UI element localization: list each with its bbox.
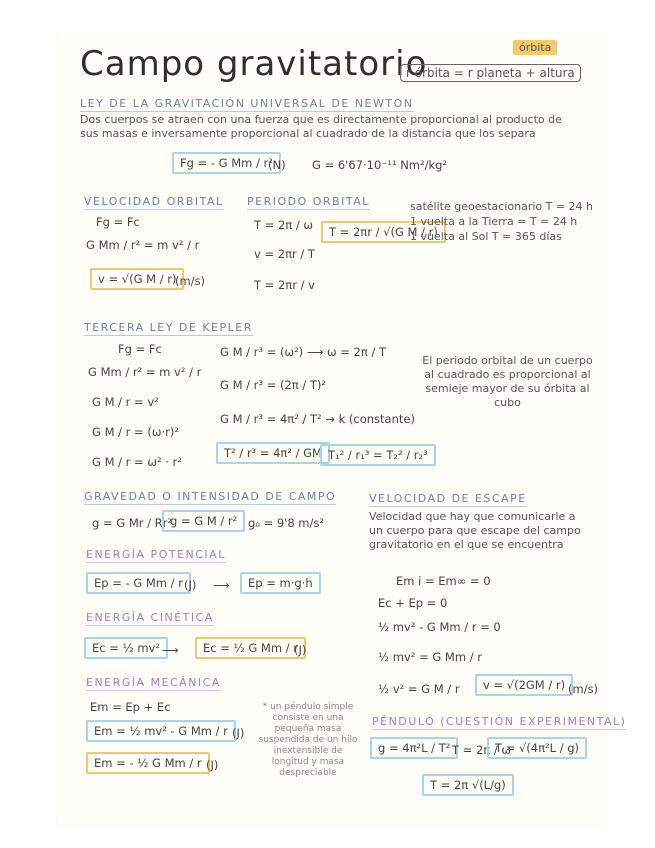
kepler-left-4: G M / r = (ω·r)² [92, 425, 179, 439]
potential-energy-formula: Ep = - G Mm / r [86, 572, 191, 594]
escape-line-4: ½ mv² = G Mm / r [378, 650, 482, 664]
gravity-formula-2: g = G M / r² [162, 510, 245, 532]
escape-line-2: Ec + Ep = 0 [378, 596, 448, 610]
arrow-icon: ⟶ [162, 643, 179, 657]
mechanical-energy-sum: Em = Ep + Ec [90, 700, 171, 714]
gravity-heading: GRAVEDAD O INTENSIDAD DE CAMPO [84, 490, 337, 503]
arrow-icon: ⟶ [213, 578, 230, 592]
potential-energy-mgh: Ep = m·g·h [240, 572, 321, 594]
period-line-2: v = 2πr / T [254, 247, 315, 261]
orbital-line-2: G Mm / r² = m v² / r [86, 238, 200, 252]
orbital-period-heading: PERIODO ORBITAL [247, 195, 370, 208]
kepler-heading: TERCERA LEY DE KEPLER [84, 321, 253, 334]
mechanical-energy-orbit-formula: Em = - ½ G Mm / r [86, 752, 210, 774]
kepler-mid-3: G M / r³ = 4π² / T² → k (constante) [220, 412, 415, 426]
escape-velocity-unit: (m/s) [568, 682, 599, 696]
escape-velocity-formula: v = √(2GM / r) [475, 674, 573, 696]
kepler-boxed-2: T₁² / r₁³ = T₂² / r₂³ [320, 444, 436, 466]
newton-heading: LEY DE LA GRAVITACIÓN UNIVERSAL DE NEWTON [80, 97, 414, 110]
pendulum-period-formula: T = √(4π²L / g) [487, 737, 587, 759]
orbital-velocity-heading: VELOCIDAD ORBITAL [84, 195, 224, 208]
pendulum-note: * un péndulo simple consiste en una pequeña masa suspendida de un hilo inextensible de longitud y masa despreciable [258, 702, 358, 778]
potential-energy-unit: (J) [184, 578, 197, 592]
period-line-3: T = 2πr / v [254, 278, 315, 292]
satellite-line-2: 1 vuelta a la Tierra = T = 24 h [410, 215, 578, 228]
kepler-left-5: G M / r = ω² · r² [92, 455, 182, 469]
escape-line-3: ½ mv² - G Mm / r = 0 [378, 620, 501, 634]
satellite-line-3: 1 vuelta al Sol T = 365 días [410, 230, 562, 243]
escape-line-5: ½ v² = G M / r [378, 682, 460, 696]
g-constant: G = 6'67·10⁻¹¹ Nm²/kg² [312, 158, 448, 172]
page-title: Campo gravitatorio [80, 44, 428, 84]
kepler-mid-2: G M / r³ = (2π / T)² [220, 378, 326, 392]
kepler-left-3: G M / r = v² [92, 395, 159, 409]
potential-energy-heading: ENERGÍA POTENCIAL [86, 548, 226, 561]
kinetic-energy-formula: Ec = ½ mv² [84, 637, 168, 659]
orbit-tag: órbita [513, 40, 557, 55]
kepler-boxed-1: T² / r³ = 4π² / GM [216, 442, 330, 464]
escape-line-1: Em i = Em∞ = 0 [396, 574, 491, 588]
pendulum-heading: PÉNDULO (CUESTIÓN EXPERIMENTAL) [372, 715, 627, 728]
mechanical-energy-heading: ENERGÍA MECÁNICA [86, 676, 221, 689]
newton-formula: Fg = - G Mm / r² [172, 152, 281, 174]
satellite-line-1: satélite geoestacionario T = 24 h [410, 200, 594, 213]
orbital-period-formula: T = 2πr / √(G M / r) [321, 221, 446, 243]
escape-text: Velocidad que hay que comunicarle a un cuerpo para que escape del campo gravitatorio en el que se encuentra [369, 510, 581, 551]
gravity-formula-1: g = G Mr / Rr² [92, 516, 172, 530]
mechanical-energy-unit-2: (J) [206, 758, 219, 772]
orbit-radius-formula: r órbita = r planeta + altura [400, 64, 581, 82]
kinetic-energy-heading: ENERGÍA CINÉTICA [86, 611, 214, 624]
pendulum-simple-period-formula: T = 2π √(L/g) [422, 774, 514, 796]
g0-value: g₀ = 9'8 m/s² [248, 516, 324, 530]
escape-heading: VELOCIDAD DE ESCAPE [369, 492, 527, 505]
orbital-velocity-unit: (m/s) [175, 274, 206, 288]
kepler-left-1: Fg = Fc [118, 342, 162, 356]
kepler-text: El periodo orbital de un cuerpo al cuadrado es proporcional al semieje mayor de su órbita al cubo [422, 354, 593, 409]
newton-unit: (N) [268, 158, 286, 172]
pendulum-gravity-formula: g = 4π²L / T² [370, 737, 458, 759]
kinetic-energy-orbit-formula: Ec = ½ G Mm / r [195, 637, 306, 659]
pendulum-period-omega: T = 2π / ω [452, 743, 512, 757]
kepler-mid-1: G M / r³ = (ω²) ⟶ ω = 2π / T [220, 345, 386, 359]
orbital-velocity-formula: v = √(G M / r) [90, 268, 184, 290]
mechanical-energy-unit-1: (J) [232, 726, 245, 740]
kepler-left-2: G Mm / r² = m v² / r [88, 365, 202, 379]
mechanical-energy-formula: Em = ½ mv² - G Mm / r [86, 720, 236, 742]
kinetic-energy-unit: (J) [294, 643, 307, 657]
period-line-1: T = 2π / ω [254, 218, 314, 232]
orbital-line-1: Fg = Fc [96, 215, 140, 229]
newton-text: Dos cuerpos se atraen con una fuerza que es directamente proporcional al producto de sus masas e inversamente proporcional al cuadrado de la distancia que los separa [80, 113, 562, 140]
